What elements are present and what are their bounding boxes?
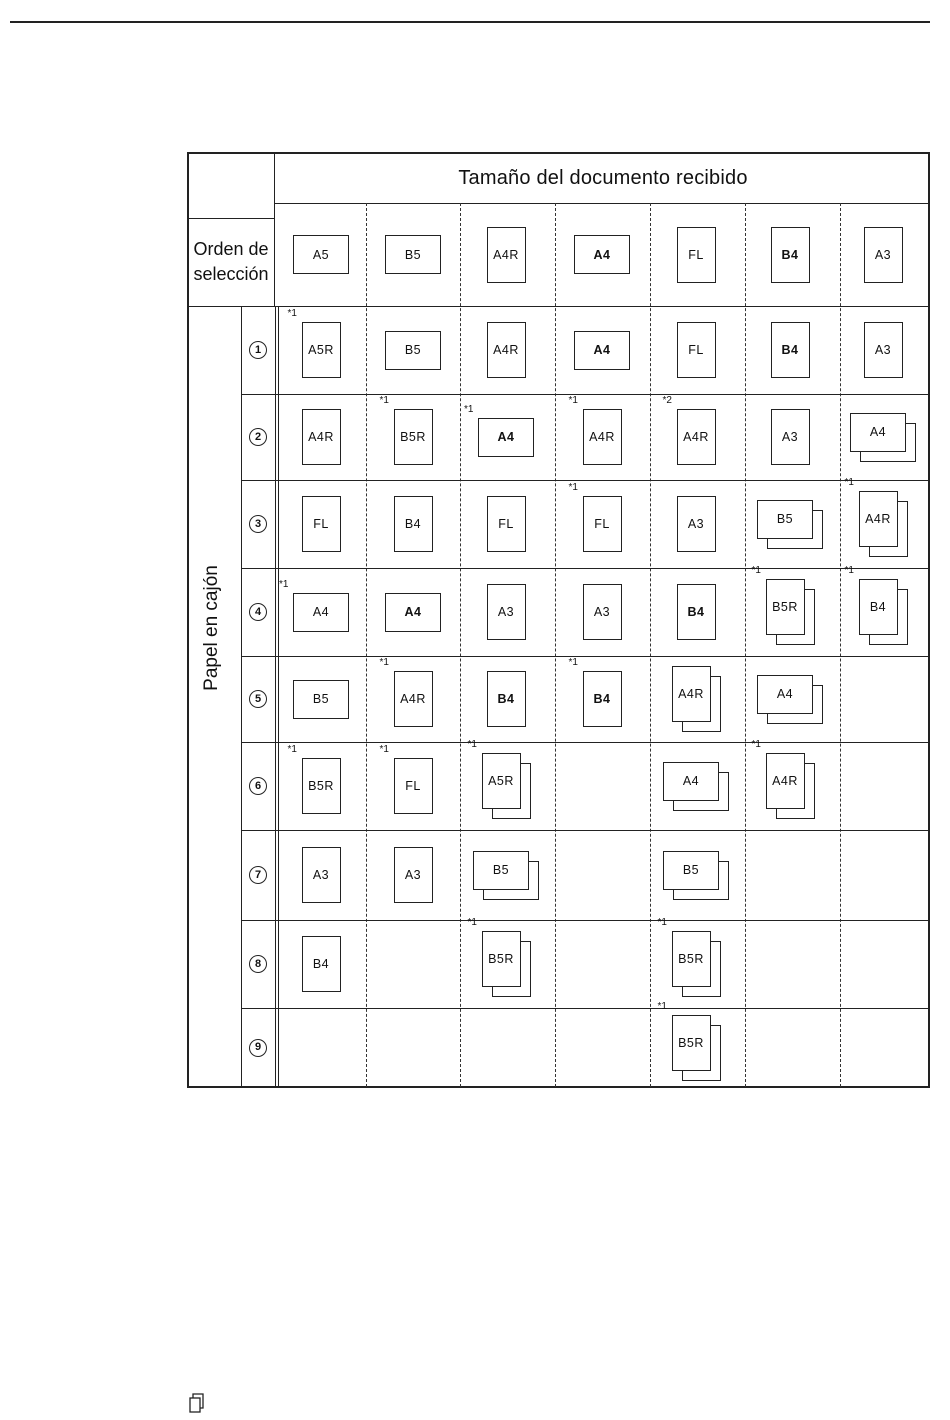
drawer-number-2: 2: [249, 428, 267, 446]
header-divider: [274, 153, 275, 306]
footnote-mark: *1: [287, 308, 297, 319]
paper-8-a4r: B5R: [482, 931, 521, 987]
paper-3-a4: FL: [583, 496, 622, 552]
number-column-divider-2: [278, 306, 279, 1087]
paper-1-a3: A3: [864, 322, 903, 378]
drawer-number-4: 4: [249, 603, 267, 621]
footnote-mark: *1: [844, 565, 854, 576]
paper-2-a4r: A4: [478, 418, 534, 457]
row-separator: [241, 830, 929, 831]
paper-7-fl: B5: [663, 851, 719, 890]
paper-3-a3: A4R: [859, 491, 898, 547]
paper-4-a3: B4: [859, 579, 898, 635]
paper-4-b4: B5R: [766, 579, 805, 635]
paper-5-a4r: B4: [487, 671, 526, 727]
column-separator: [460, 203, 461, 1087]
column-separator: [555, 203, 556, 1087]
footnote-mark: *1: [379, 657, 389, 668]
paper-1-a5: A5R: [302, 322, 341, 378]
paper-6-fl: A4: [663, 762, 719, 801]
column-separator: [840, 203, 841, 1087]
drawer-number-5: 5: [249, 690, 267, 708]
paper-4-a4: A3: [583, 584, 622, 640]
column-header-b4: B4: [771, 227, 810, 283]
column-separator: [366, 203, 367, 1087]
footnote-mark: *1: [287, 744, 297, 755]
footnote-mark: *1: [751, 739, 761, 750]
footnote-mark: *1: [568, 482, 578, 493]
paper-1-a4: A4: [574, 331, 630, 370]
paper-8-fl: B5R: [672, 931, 711, 987]
paper-6-a4r: A5R: [482, 753, 521, 809]
paper-2-a4: A4R: [583, 409, 622, 465]
drawer-number-6: 6: [249, 777, 267, 795]
side-label-paper-in-drawer: Papel en cajón: [201, 565, 222, 691]
column-separator: [650, 203, 651, 1087]
paper-1-b5: B5: [385, 331, 441, 370]
paper-4-fl: B4: [677, 584, 716, 640]
copy-pages-icon: [189, 1392, 205, 1414]
paper-1-fl: FL: [677, 322, 716, 378]
column-header-a4r: A4R: [487, 227, 526, 283]
drawer-number-8: 8: [249, 955, 267, 973]
drawer-number-7: 7: [249, 866, 267, 884]
footnote-mark: *1: [751, 565, 761, 576]
paper-5-a5: B5: [293, 680, 349, 719]
footnote-mark: *1: [467, 917, 477, 928]
number-column-divider: [275, 306, 276, 1087]
paper-7-b5: A3: [394, 847, 433, 903]
column-header-a3: A3: [864, 227, 903, 283]
side-label-divider: [241, 306, 242, 1087]
column-header-a5: A5: [293, 235, 349, 274]
paper-5-fl: A4R: [672, 666, 711, 722]
paper-5-b5: A4R: [394, 671, 433, 727]
drawer-number-1: 1: [249, 341, 267, 359]
paper-2-a5: A4R: [302, 409, 341, 465]
row-separator: [241, 920, 929, 921]
footnote-mark: *1: [467, 739, 477, 750]
footnote-mark: *1: [379, 744, 389, 755]
paper-3-a5: FL: [302, 496, 341, 552]
row-separator: [241, 394, 929, 395]
paper-4-b5: A4: [385, 593, 441, 632]
paper-9-fl: B5R: [672, 1015, 711, 1071]
paper-6-b4: A4R: [766, 753, 805, 809]
paper-4-a4r: A3: [487, 584, 526, 640]
footnote-mark: *1: [279, 578, 289, 590]
column-header-fl: FL: [677, 227, 716, 283]
paper-4-a5: A4: [293, 593, 349, 632]
footnote-mark: *1: [568, 395, 578, 406]
drawer-number-3: 3: [249, 515, 267, 533]
paper-7-a5: A3: [302, 847, 341, 903]
row-separator: [241, 480, 929, 481]
selection-order-label: Orden de selección: [193, 239, 269, 284]
paper-5-a4: B4: [583, 671, 622, 727]
column-separator: [745, 203, 746, 1087]
row-separator: [241, 1008, 929, 1009]
paper-3-b5: B4: [394, 496, 433, 552]
footnote-mark: *1: [464, 403, 474, 415]
footnote-mark: *1: [657, 1000, 667, 1012]
paper-1-a4r: A4R: [487, 322, 526, 378]
paper-2-b5: B5R: [394, 409, 433, 465]
paper-2-a3: A4: [850, 413, 906, 452]
row-separator: [241, 742, 929, 743]
paper-3-a4r: FL: [487, 496, 526, 552]
column-header-a4: A4: [574, 235, 630, 274]
paper-2-b4: A3: [771, 409, 810, 465]
paper-2-fl: A4R: [677, 409, 716, 465]
drawer-number-9: 9: [249, 1039, 267, 1057]
footnote-mark: *1: [379, 395, 389, 406]
footnote-mark: *1: [844, 477, 854, 488]
row-separator: [241, 656, 929, 657]
paper-3-fl: A3: [677, 496, 716, 552]
paper-1-b4: B4: [771, 322, 810, 378]
paper-8-a5: B4: [302, 936, 341, 992]
paper-5-b4: A4: [757, 675, 813, 714]
paper-7-a4r: B5: [473, 851, 529, 890]
top-rule: [10, 21, 930, 23]
paper-6-b5: FL: [394, 758, 433, 814]
column-header-b5: B5: [385, 235, 441, 274]
footnote-mark: *1: [657, 917, 667, 928]
paper-6-a5: B5R: [302, 758, 341, 814]
row-separator: [241, 568, 929, 569]
footnote-mark: *1: [568, 657, 578, 668]
paper-3-b4: B5: [757, 500, 813, 539]
header-bottom-line: [188, 306, 929, 307]
table-title: Tamaño del documento recibido: [458, 166, 748, 189]
footnote-mark: *2: [662, 395, 672, 406]
